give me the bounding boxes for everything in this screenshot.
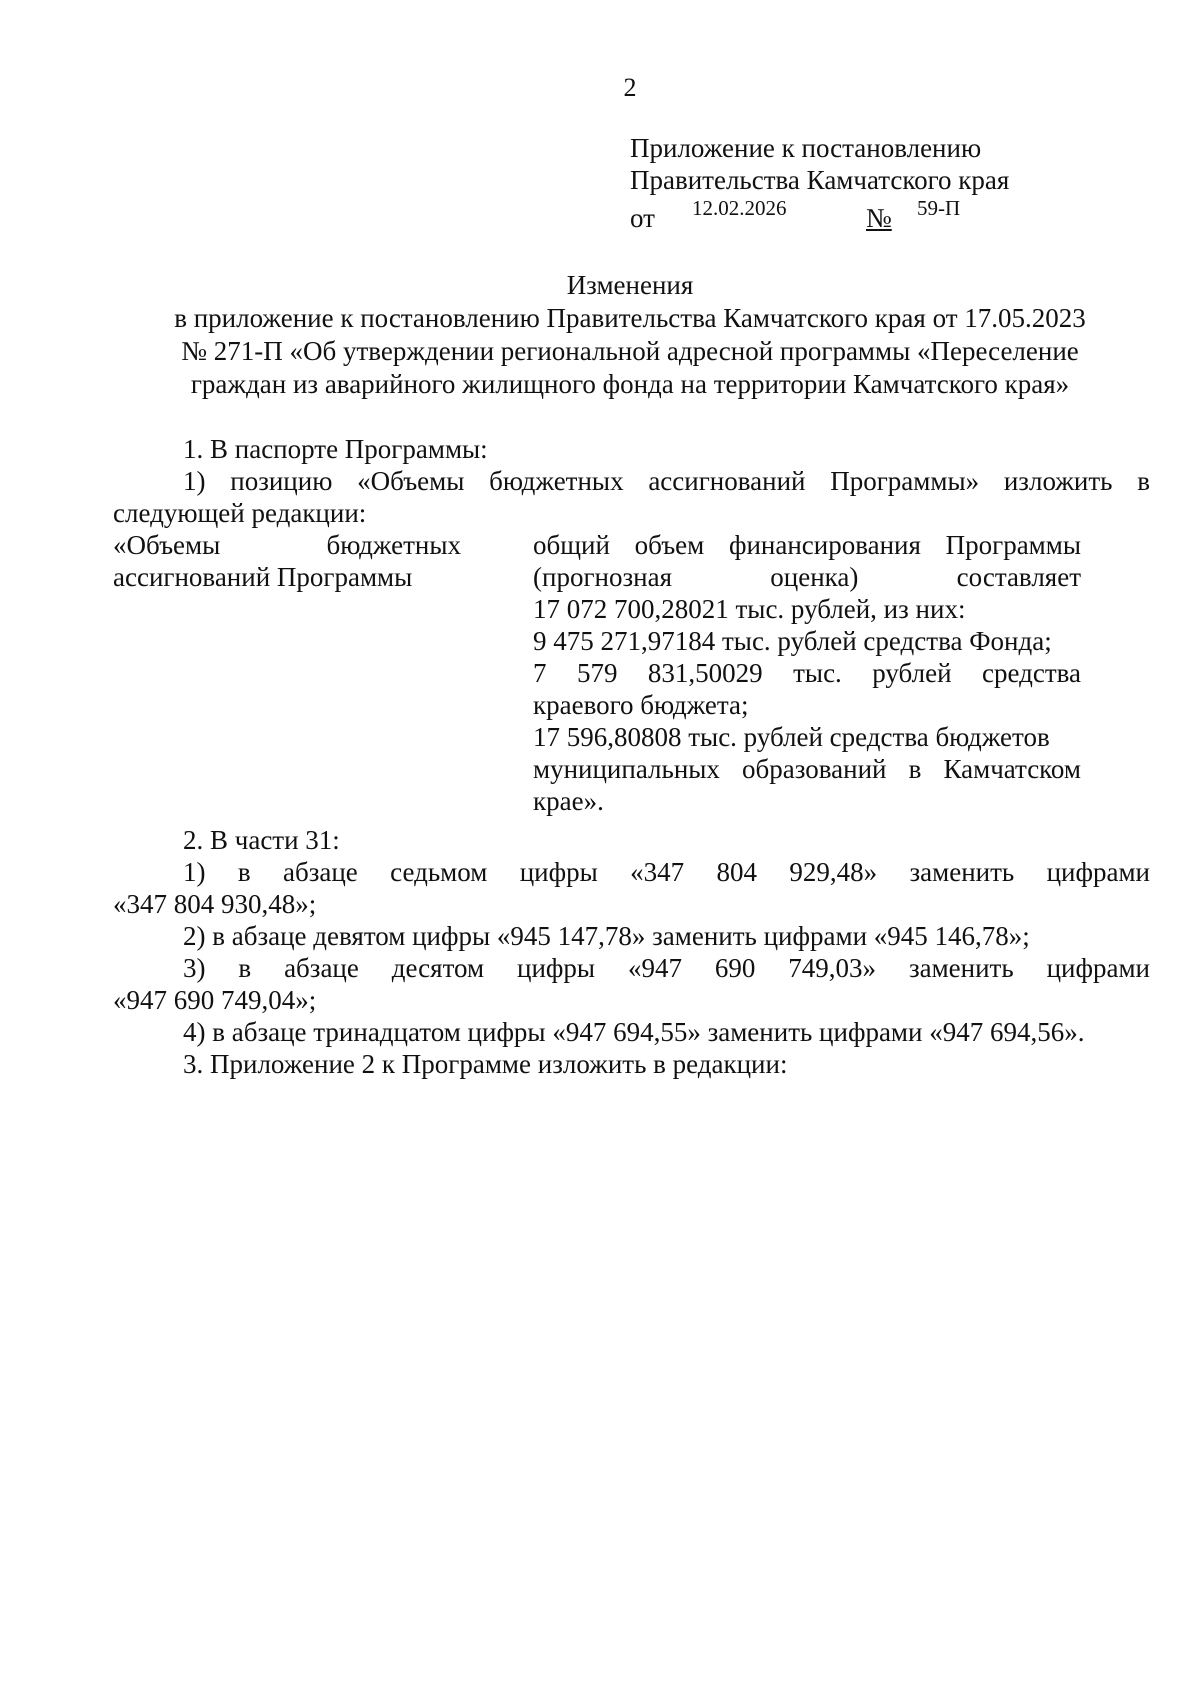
document-title <box>110 269 1150 401</box>
section-2-item-1-line-1: 1) в абзаце седьмом цифры «347 804 929,48» заменить цифрами <box>183 857 1150 887</box>
page-number: 2 <box>623 73 637 102</box>
section-3-heading: 3. Приложение 2 к Программе изложить в редакции: <box>183 1049 788 1079</box>
section-1-heading: 1. В паспорте Программы: <box>183 434 488 464</box>
appendix-number-sign: № <box>866 203 892 233</box>
passport-label-line-1: «Объемы бюджетных <box>113 530 461 560</box>
appendix-number: 59-П <box>917 196 961 220</box>
passport-label-line-2: ассигнований Программы <box>113 562 413 592</box>
document-body <box>113 433 1150 1080</box>
passport-value-column <box>533 529 1081 817</box>
section-2-heading: 2. В части 31: <box>183 825 340 855</box>
appendix-ot-label: от <box>630 203 655 233</box>
appendix-line-2: Правительства Камчатского края <box>630 165 1010 195</box>
passport-label-column <box>113 529 461 593</box>
appendix-meta-row <box>630 196 1150 233</box>
title-line-4: граждан из аварийного жилищного фонда на территории Камчатского края» <box>190 369 1070 399</box>
section-2-item-2: 2) в абзаце девятом цифры «945 147,78» заменить цифрами «945 146,78»; <box>183 921 1030 951</box>
passport-value-line: 17 596,80808 тыс. рублей средства бюджетов <box>533 722 1050 752</box>
section-2-item-3-line-2: «947 690 749,04»; <box>113 985 317 1015</box>
passport-table <box>113 529 1150 824</box>
section-1-item-1-line-1: 1) позицию «Объемы бюджетных ассигнований Программы» изложить в <box>183 466 1150 496</box>
passport-value-line: 9 475 271,97184 тыс. рублей средства Фонда; <box>533 626 1052 656</box>
section-2-item-1-line-2: «347 804 930,48»; <box>113 889 317 919</box>
section-1-item-1-line-2: следующей редакции: <box>113 498 367 528</box>
title-line-1: Изменения <box>566 270 694 300</box>
passport-value-line: 17 072 700,28021 тыс. рублей, из них: <box>533 594 966 624</box>
appendix-header <box>630 132 1150 233</box>
passport-value-line: краевого бюджета; <box>533 690 749 720</box>
passport-value-line: 7 579 831,50029 тыс. рублей средства <box>533 658 1081 688</box>
section-2-item-3-line-1: 3) в абзаце десятом цифры «947 690 749,03» заменить цифрами <box>183 953 1150 983</box>
passport-value-line: муниципальных образований в Камчатском <box>533 754 1081 784</box>
appendix-line-1: Приложение к постановлению <box>630 133 982 163</box>
title-line-2: в приложение к постановлению Правительства Камчатского края от 17.05.2023 <box>174 303 1086 333</box>
title-line-3: № 271-П «Об утверждении региональной адресной программы «Переселение <box>181 336 1079 366</box>
passport-value-line: (прогнозная оценка) составляет <box>533 562 1081 592</box>
passport-value-line: крае». <box>533 786 604 816</box>
section-2-item-4: 4) в абзаце тринадцатом цифры «947 694,55» заменить цифрами «947 694,56». <box>183 1017 1085 1047</box>
passport-value-line: общий объем финансирования Программы <box>533 530 1081 560</box>
appendix-date: 12.02.2026 <box>692 196 787 220</box>
